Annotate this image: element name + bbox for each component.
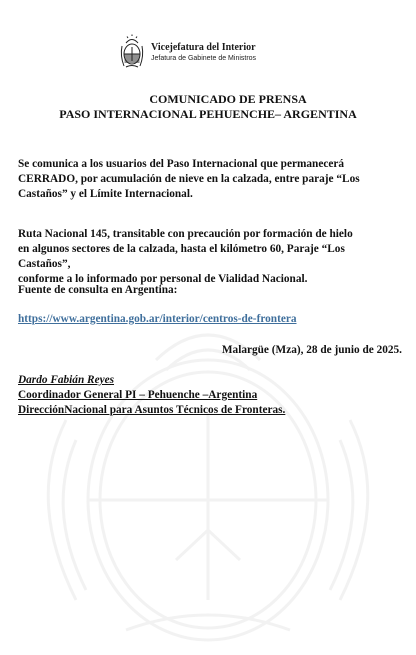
letterhead-subtitle: Jefatura de Gabinete de Ministros <box>151 54 257 62</box>
date-line: Malargüe (Mza), 28 de junio de 2025. <box>221 344 402 356</box>
letterhead-title: Vicejefatura del Interior <box>151 41 256 53</box>
paragraph-line: Se comunica a los usuarios del Paso Internacional que permanecerá <box>18 158 345 170</box>
paragraph-line: CERRADO, por acumulación de nieve en la calzada, entre paraje “Los <box>18 173 360 185</box>
route-condition-paragraph <box>18 227 402 287</box>
paragraph-line: Ruta Nacional 145, transitable con precaución por formación de hielo <box>18 228 353 240</box>
source-link[interactable]: https://www.argentina.gob.ar/interior/centros-de-frontera <box>18 313 297 325</box>
signatory-name: Dardo Fabián Reyes <box>18 374 115 386</box>
heading-line-1: COMUNICADO DE PRENSA <box>149 92 307 106</box>
paragraph-line: Castaños” y el Límite Internacional. <box>18 188 193 200</box>
letterhead <box>119 34 256 70</box>
signature-block <box>18 373 285 418</box>
signatory-office: DirecciónNacional para Asuntos Técnicos de Fronteras. <box>18 404 286 416</box>
signatory-role: Coordinador General PI – Pehuenche –Argentina <box>18 389 258 401</box>
press-release-heading <box>0 92 416 122</box>
paragraph-line: conforme a lo informado por personal de Vialidad Nacional. <box>18 273 308 285</box>
argentine-coat-of-arms-icon <box>119 34 145 70</box>
source-label <box>18 283 402 298</box>
paragraph-line: Castaños”, <box>18 258 71 270</box>
closure-paragraph <box>18 157 402 202</box>
paragraph-line: en algunos sectores de la calzada, hasta el kilómetro 60, Paraje “Los <box>18 243 345 255</box>
heading-line-2: PASO INTERNACIONAL PEHUENCHE– ARGENTINA <box>59 107 357 121</box>
source-label-text: Fuente de consulta en Argentina: <box>18 284 178 296</box>
